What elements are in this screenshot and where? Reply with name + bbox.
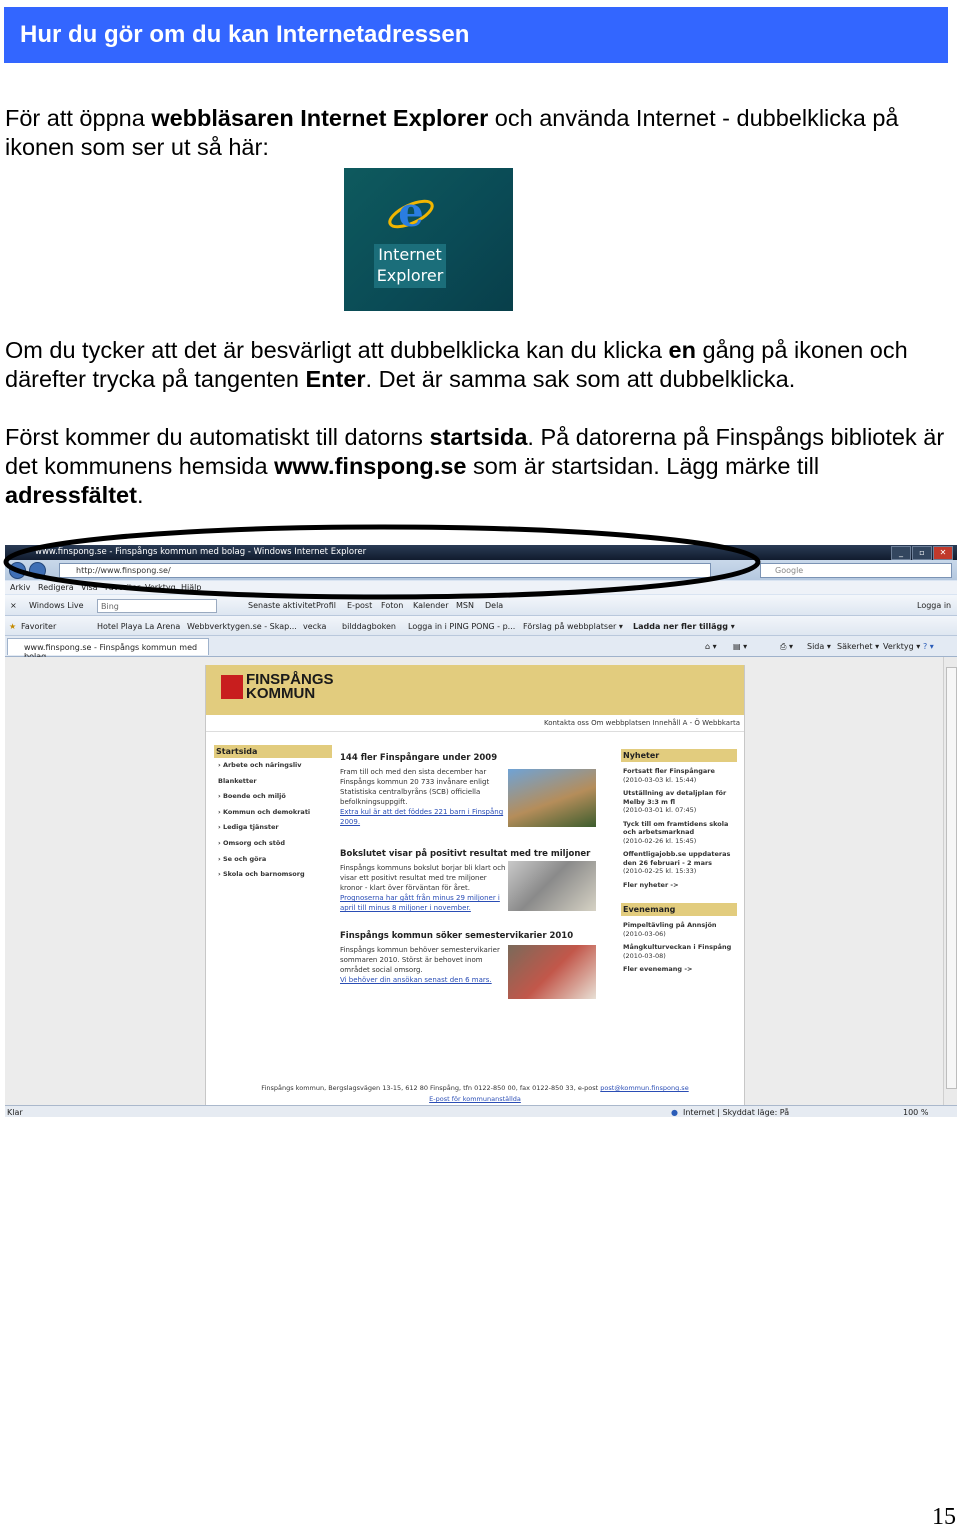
window-title: www.finspong.se - Finspångs kommun med bolag - Windows Internet Explorer: [35, 547, 367, 557]
article-link[interactable]: Vi behöver din ansökan senast den 6 mars.: [340, 976, 492, 984]
live-item[interactable]: Senaste aktivitet: [248, 601, 316, 610]
favorites-bar: [5, 616, 957, 636]
text: som är startsidan. Lägg märke till: [466, 453, 820, 479]
tools-menu[interactable]: Verktyg ▾: [883, 642, 921, 651]
svg-text:e: e: [398, 189, 424, 236]
news-item[interactable]: [621, 850, 737, 876]
news-title: Utställning av detaljplan för Melby 3:3 m fl: [623, 789, 727, 806]
logo-line1: FINSPÅNGS: [246, 671, 334, 688]
event-item[interactable]: [621, 921, 737, 938]
news-date: (2010-02-26 kl. 15:45): [623, 836, 697, 845]
nav-item[interactable]: › Skola och barnomsorg: [218, 870, 305, 879]
menu-visa[interactable]: Visa: [81, 583, 98, 592]
nav-item[interactable]: › Lediga tjänster: [218, 823, 279, 832]
window-buttons: [891, 546, 953, 560]
article-title[interactable]: 144 fler Finspångare under 2009: [340, 753, 498, 763]
menu-bar: [5, 581, 957, 594]
article-link[interactable]: Prognoserna har gått från minus 29 miljoner i april till minus 8 miljoner i november.: [340, 894, 500, 912]
windows-live-toolbar: [5, 595, 957, 616]
bold-text: webbläsaren Internet Explorer: [151, 105, 489, 131]
news-item[interactable]: [621, 789, 737, 815]
event-title: Pimpeltävling på Annsjön: [623, 921, 717, 929]
safety-menu[interactable]: Säkerhet ▾: [837, 642, 880, 651]
forward-arrow-icon[interactable]: [29, 562, 46, 579]
menu-verktyg[interactable]: Verktyg: [145, 583, 176, 592]
logo-line2: KOMMUN: [246, 685, 316, 702]
news-date: (2010-02-25 kl. 15:33): [623, 867, 697, 875]
event-date: (2010-03-06): [623, 929, 666, 938]
article-text: Fram till och med den sista december har Finspångs kommun 20 733 invånare enligt Statistiska centralbyråns (SCB) officiella befolkningsuppgift.: [340, 768, 490, 806]
nav-item[interactable]: › Boende och miljö: [218, 792, 286, 801]
icon-label: [374, 244, 446, 288]
news-title: Tyck till om framtidens skola och arbetsmarknad: [623, 819, 729, 836]
favorite-link[interactable]: bilddagboken: [342, 622, 396, 631]
live-item[interactable]: Foton: [381, 601, 404, 610]
text: gång på ikonen och därefter trycka på tangenten: [5, 337, 908, 392]
close-button[interactable]: ✕: [933, 546, 953, 560]
address-row: [5, 560, 957, 580]
article: [340, 849, 605, 913]
close-toolbar-icon[interactable]: ×: [10, 601, 17, 610]
page-menu[interactable]: Sida ▾: [807, 642, 831, 651]
internet-explorer-logo-icon: [386, 188, 436, 238]
text: Om du tycker att det är besvärligt att dubbelklicka kan du klicka: [5, 337, 669, 363]
status-text: Klar: [7, 1108, 23, 1117]
document-title: Hur du gör om du kan Internetadressen: [20, 21, 470, 48]
scrollbar-thumb[interactable]: [946, 667, 957, 1089]
nav-item[interactable]: › Arbete och näringsliv: [218, 761, 302, 769]
news-date: (2010-03-03 kl. 15:44): [623, 775, 697, 784]
events-header: Evenemang: [621, 903, 737, 916]
crowd-photo: [508, 769, 596, 827]
footer-line: [206, 1083, 744, 1094]
paragraph-click-enter: [5, 336, 950, 394]
site-footer: [206, 1083, 744, 1105]
internet-explorer-desktop-icon[interactable]: [344, 168, 513, 311]
bold-text: adressfältet: [5, 482, 137, 508]
paragraph-start-page: [5, 423, 950, 510]
favorite-link[interactable]: vecka: [303, 622, 327, 631]
vertical-scrollbar[interactable]: [943, 657, 957, 1105]
top-links-text[interactable]: Kontakta oss Om webbplatsen Innehåll A - Ö Webbkarta: [543, 719, 740, 727]
bold-text: startsida: [429, 424, 528, 450]
live-item[interactable]: MSN: [456, 601, 474, 610]
banknotes-photo: [508, 861, 596, 911]
text: För att öppna: [5, 105, 152, 131]
text: Först kommer du automatiskt till datorns: [5, 424, 430, 450]
minimize-button[interactable]: _: [891, 546, 911, 560]
nav-item[interactable]: › Se och göra: [218, 854, 267, 863]
article: [340, 753, 605, 827]
favorite-link[interactable]: Webbverktygen.se - Skap...: [187, 622, 297, 631]
document-header: [4, 7, 948, 63]
nav-header[interactable]: Startsida: [214, 745, 332, 758]
article-text: Finspångs kommun behöver semestervikarier sommaren 2010. Störst är behovet inom området social omsorg.: [340, 946, 500, 974]
menu-hjalp[interactable]: Hjälp: [181, 583, 202, 592]
site-logo-text[interactable]: [246, 673, 334, 701]
site-right-column: [621, 749, 737, 974]
search-box[interactable]: [760, 563, 952, 578]
nav-item[interactable]: Blanketter: [218, 776, 257, 785]
live-item[interactable]: E-post: [347, 601, 373, 610]
article-text: Finspångs kommuns bokslut borjar bli klart och visar ett positivt resultat med tre miljoner kronor - klart över förväntan för året.: [340, 864, 506, 892]
help-icon[interactable]: ? ▾: [923, 642, 934, 651]
globe-icon: ●: [671, 1108, 678, 1117]
finspong-logo-icon: [221, 675, 243, 699]
text: . Det är samma sak som att dubbelklicka.: [365, 366, 796, 392]
bold-text: en: [668, 337, 696, 363]
tab-finspong[interactable]: [7, 638, 209, 655]
live-item[interactable]: Kalender: [413, 601, 449, 610]
security-zone[interactable]: Internet | Skyddat läge: På: [683, 1108, 790, 1117]
news-title: Fortsatt fler Finspångare: [623, 767, 715, 775]
favorite-link[interactable]: Ladda ner fler tillägg ▾: [633, 622, 735, 631]
news-item[interactable]: [621, 767, 737, 784]
menu-arkiv[interactable]: Arkiv: [10, 583, 31, 592]
article-title[interactable]: Bokslutet visar på positivt resultat med tre miljoner: [340, 849, 591, 859]
more-events-link[interactable]: Fler evenemang ->: [623, 965, 693, 973]
bing-search-input[interactable]: [97, 599, 217, 613]
favorites-button[interactable]: Favoriter: [21, 622, 57, 631]
star-icon[interactable]: ★: [9, 622, 17, 631]
page-content: [5, 657, 943, 1105]
windows-live-brand[interactable]: Windows Live: [29, 601, 84, 610]
window-titlebar: [5, 545, 957, 560]
tab-row: [5, 636, 957, 657]
page-number: 15: [932, 1504, 956, 1530]
nav-item[interactable]: › Omsorg och stöd: [218, 838, 285, 847]
favorite-link[interactable]: Förslag på webbplatser ▾: [523, 622, 623, 631]
menu-redigera[interactable]: Redigera: [38, 583, 74, 592]
live-item[interactable]: Profil: [316, 601, 336, 610]
address-bar[interactable]: [59, 563, 711, 578]
footer-email-link[interactable]: post@kommun.finspong.se: [600, 1084, 689, 1092]
text: och använda Internet - dubbelklicka på ikonen som ser ut så här:: [5, 105, 899, 160]
sign-in-link[interactable]: Logga in: [917, 601, 952, 610]
article: [340, 931, 605, 985]
feeds-icon[interactable]: ▤ ▾: [733, 642, 748, 651]
footer-text: Finspångs kommun, Bergslagsvägen 13-15, 612 80 Finspång, tfn 0122-850 00, fax 0122-850 33, e-post: [261, 1084, 601, 1092]
event-title: Mångkulturveckan i Finspång: [623, 943, 732, 951]
home-icon[interactable]: ⌂ ▾: [705, 642, 717, 651]
finspong-website: [205, 665, 745, 1105]
live-item[interactable]: Dela: [485, 601, 504, 610]
more-news-link[interactable]: Fler nyheter ->: [623, 880, 679, 889]
maximize-button[interactable]: ▫: [912, 546, 932, 560]
status-bar: [5, 1105, 957, 1117]
back-arrow-icon[interactable]: [9, 562, 26, 579]
text: .: [136, 482, 144, 508]
zoom-level[interactable]: 100 %: [903, 1108, 929, 1117]
event-item[interactable]: [621, 943, 737, 960]
event-date: (2010-03-08): [623, 951, 666, 960]
bold-text: www.finspong.se: [274, 453, 467, 479]
news-date: (2010-03-01 kl. 07:45): [623, 806, 697, 814]
tab-label: www.finspong.se - Finspångs kommun med: [24, 643, 198, 652]
paragraph-open-browser: [5, 104, 950, 162]
bing-placeholder: Bing: [101, 602, 119, 611]
favorite-link[interactable]: Hotel Playa La Arena: [97, 622, 181, 631]
search-placeholder: Google: [775, 566, 804, 575]
text: . På datorerna på Finspångs bibliotek är det kommunens hemsida: [5, 424, 945, 479]
favorite-link[interactable]: Logga in i PING PONG - p...: [408, 622, 516, 631]
browser-screenshot: [5, 545, 957, 1117]
site-header: [206, 665, 744, 715]
address-text: http://www.finspong.se/: [76, 566, 171, 575]
bold-text: Enter: [305, 366, 366, 392]
site-left-nav: [214, 745, 332, 883]
news-item[interactable]: [621, 820, 737, 846]
icon-label-line1: Internet: [378, 245, 442, 264]
care-photo: [508, 945, 596, 999]
article-link[interactable]: Extra kul är att det föddes 221 barn i Finspång 2009.: [340, 808, 504, 826]
article-title[interactable]: Finspångs kommun söker semestervikarier 2010: [340, 931, 574, 941]
news-header: Nyheter: [621, 749, 737, 762]
news-title: Offentligajobb.se uppdateras den 26 februari - 2 mars: [623, 850, 731, 867]
print-icon[interactable]: ⎙ ▾: [780, 642, 793, 651]
menu-favoriter[interactable]: Favoriter: [105, 583, 141, 592]
nav-item[interactable]: › Kommun och demokrati: [218, 807, 311, 816]
icon-label-line2: Explorer: [376, 266, 444, 285]
footer-staff-link[interactable]: E-post för kommunanställda: [429, 1095, 521, 1103]
site-top-links: [206, 715, 744, 732]
